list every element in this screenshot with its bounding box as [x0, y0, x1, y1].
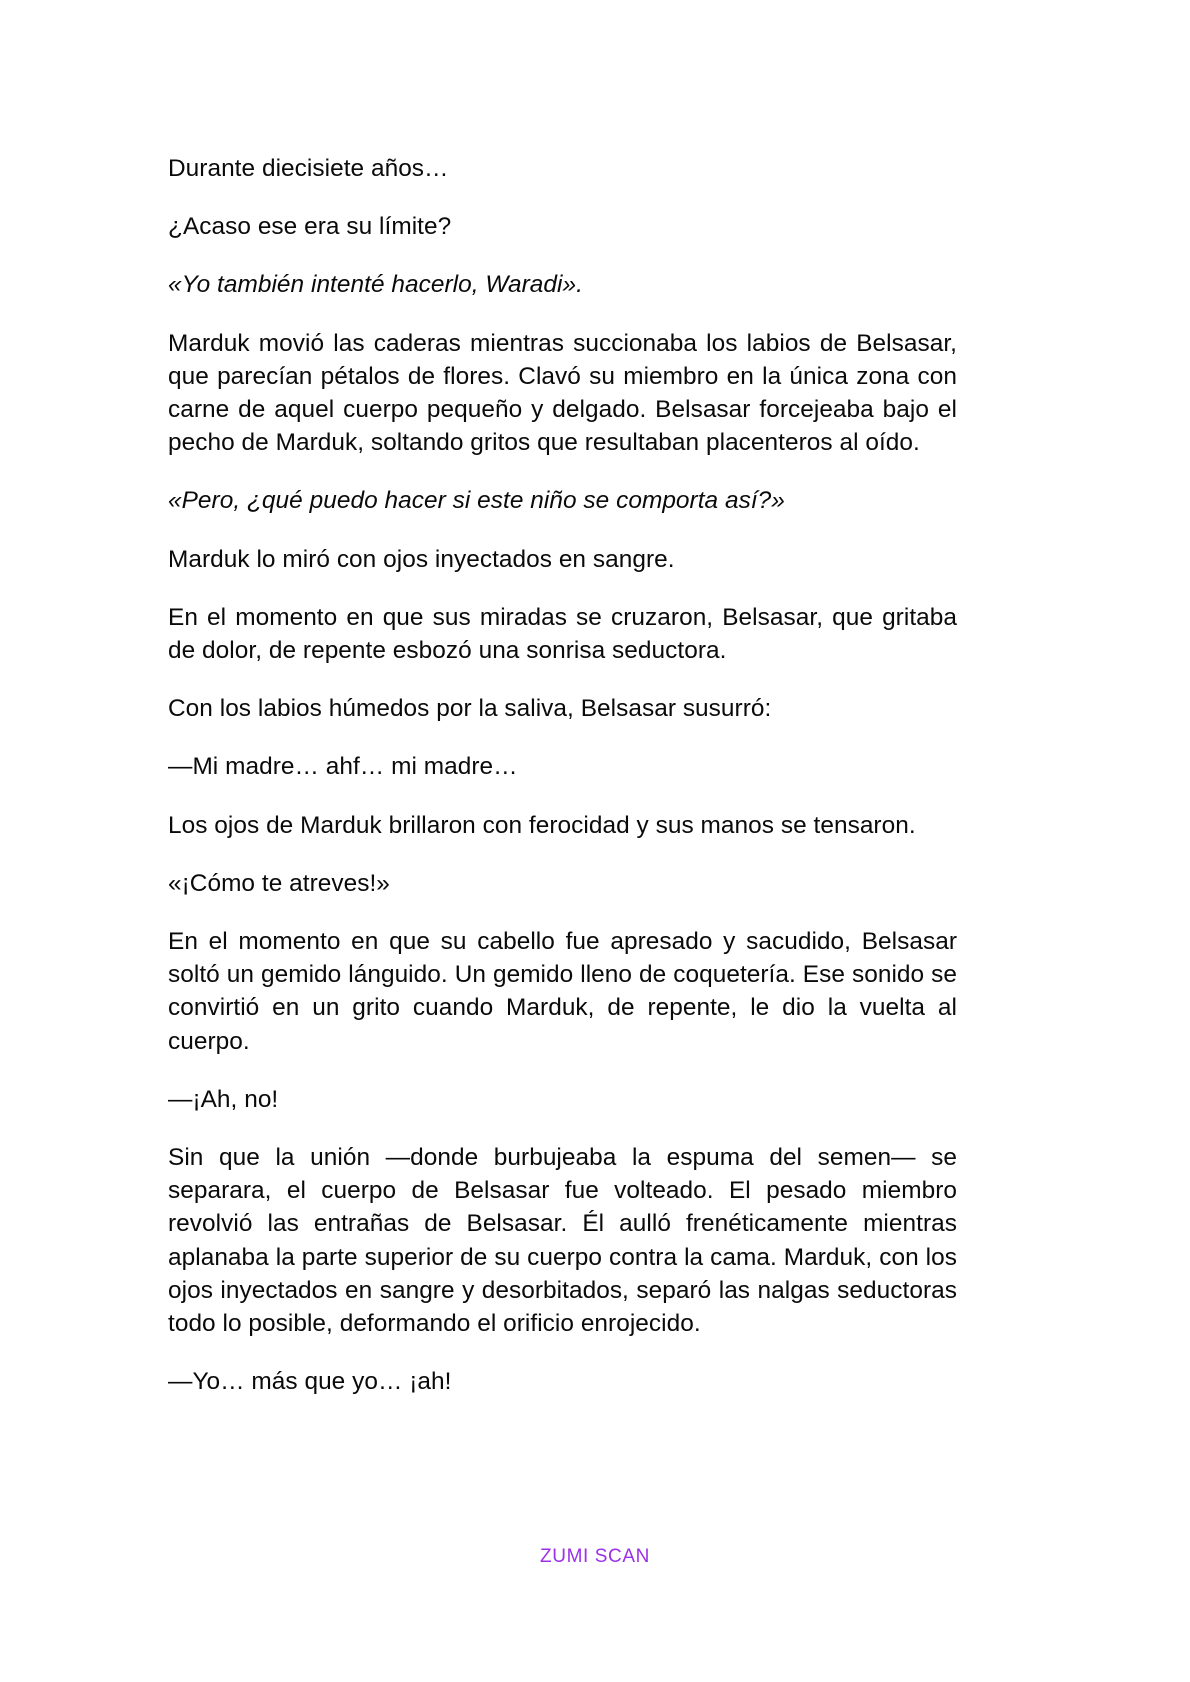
paragraph: Marduk lo miró con ojos inyectados en sangre. — [168, 545, 675, 573]
paragraph-quote-italic: «Pero, ¿qué puedo hacer si este niño se comporta así?» — [168, 487, 785, 515]
paragraph-quote: «¡Cómo te atreves!» — [168, 869, 390, 897]
paragraph: Los ojos de Marduk brillaron con ferocidad y sus manos se tensaron. — [168, 811, 916, 839]
paragraph-dialogue: —¡Ah, no! — [168, 1085, 279, 1113]
paragraph-quote-italic: «Yo también intenté hacerlo, Waradi». — [168, 271, 583, 299]
scan-watermark: ZUMI SCAN — [540, 1546, 650, 1567]
paragraph-dialogue: —Yo… más que yo… ¡ah! — [168, 1368, 452, 1396]
paragraph: Sin que la unión —donde burbujeaba la espuma del semen— se separara, el cuerpo de Belsasar fue volteado. El pesado miembro revolvió las entrañas de Belsasar. Él aulló frenéticamente mientras aplanaba la parte superior de su cuerpo contra la cama. Marduk, con los ojos inyectados en sangre y desorbitados, separó las nalgas seductoras todo lo posible, deformando el orificio enrojecido. — [168, 1144, 957, 1338]
paragraph: Con los labios húmedos por la saliva, Belsasar susurró: — [168, 695, 772, 723]
paragraph: Marduk movió las caderas mientras succionaba los labios de Belsasar, que parecían pétalos de flores. Clavó su miembro en la única zona con carne de aquel cuerpo pequeño y delgado. Belsasar forcejeaba bajo el pecho de Marduk, soltando gritos que resultaban placenteros al oído. — [168, 329, 957, 457]
page-footer — [0, 1546, 1190, 1568]
page-text-column — [168, 152, 957, 1398]
paragraph: En el momento en que su cabello fue apresado y sacudido, Belsasar soltó un gemido lánguido. Un gemido lleno de coquetería. Ese sonido se convirtió en un grito cuando Marduk, de repente, le dio la vuelta al cuerpo. — [168, 928, 957, 1055]
paragraph: Durante diecisiete años… — [168, 155, 449, 182]
paragraph-dialogue: —Mi madre… ahf… mi madre… — [168, 753, 518, 781]
paragraph: En el momento en que sus miradas se cruzaron, Belsasar, que gritaba de dolor, de repente esbozó una sonrisa seductora. — [168, 603, 957, 665]
paragraph: ¿Acaso ese era su límite? — [168, 213, 452, 241]
